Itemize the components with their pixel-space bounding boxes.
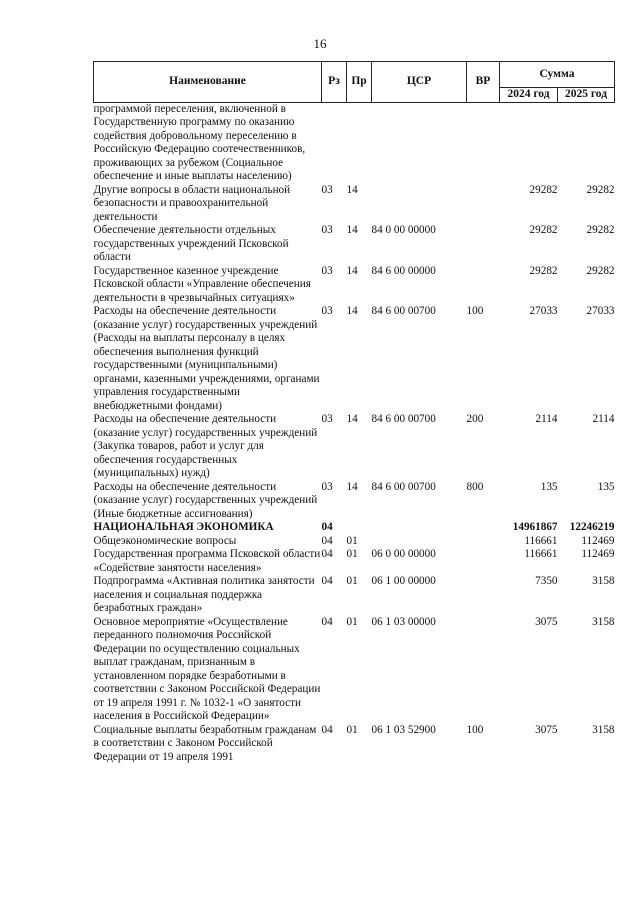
cell-sum-2024: 29282 (529, 183, 558, 196)
cell-vr: 200 (466, 413, 484, 425)
cell-sum-2024: 3075 (535, 723, 558, 736)
cell-rz: 03 (321, 480, 333, 493)
cell-vr: 100 (466, 305, 484, 317)
cell-rz: 03 (321, 413, 333, 425)
cell-pr (347, 521, 372, 535)
header-name: Наименование (94, 62, 322, 103)
cell-csr: 06 1 03 52900 (371, 723, 436, 736)
table-row (94, 548, 615, 575)
table-row (94, 535, 615, 549)
cell-pr: 01 (346, 615, 358, 628)
cell-vr (467, 575, 500, 616)
table-row (94, 413, 615, 481)
cell-vr (467, 535, 500, 549)
cell-rz: 03 (321, 264, 333, 277)
cell-sum-2024: 14961867 (512, 521, 558, 533)
cell-name: Расходы на обеспечение деятельности (оказание услуг) государственных учреждений (Закупка товаров, работ и услуг для обеспечения государственных (муниципальных) нужд) (93, 413, 318, 479)
header-vr: ВР (467, 62, 500, 103)
table-row (94, 224, 615, 265)
cell-sum-2024: 29282 (529, 224, 558, 236)
cell-csr (372, 102, 467, 184)
table-row (94, 305, 615, 413)
cell-sum-2024: 135 (540, 480, 558, 493)
header-csr: ЦСР (372, 62, 467, 103)
cell-pr: 01 (346, 575, 358, 587)
cell-name: Обеспечение деятельности отдельных государственных учреждений Псковской области (93, 224, 289, 263)
table-row (94, 521, 615, 535)
cell-rz: 04 (321, 723, 333, 736)
cell-csr: 84 6 00 00700 (371, 480, 436, 493)
cell-sum-2025: 3158 (592, 615, 615, 628)
cell-vr (467, 521, 500, 535)
cell-sum-2025: 135 (597, 480, 615, 493)
cell-csr (372, 521, 467, 535)
cell-pr: 01 (346, 534, 358, 547)
cell-sum-2024: 27033 (529, 305, 558, 317)
cell-rz: 03 (321, 305, 333, 317)
cell-rz: 04 (321, 548, 333, 560)
table-header (94, 62, 615, 103)
cell-vr (467, 184, 500, 225)
cell-vr (467, 616, 500, 724)
cell-name: Общеэкономические вопросы (93, 534, 237, 547)
cell-csr (372, 184, 467, 225)
cell-csr: 84 0 00 00000 (371, 224, 436, 236)
cell-sum-2025: 29282 (586, 224, 615, 236)
cell-sum-2024: 3075 (535, 615, 558, 628)
header-sum: Сумма (500, 62, 615, 88)
cell-rz: 04 (321, 575, 333, 587)
cell-name: Другие вопросы в области национальной безопасности и правоохранительной деятельности (93, 183, 291, 223)
cell-rz: 03 (321, 224, 333, 236)
cell-sum-2024: 116661 (524, 548, 558, 560)
cell-sum-2025: 29282 (586, 264, 615, 277)
cell-rz: 04 (321, 521, 333, 533)
cell-csr: 84 6 00 00700 (371, 413, 436, 425)
cell-pr: 01 (346, 723, 358, 736)
cell-name: Социальные выплаты безработным гражданам в соответствии с Законом Российской Федерации от 19 апреля 1991 (93, 723, 317, 763)
cell-name: НАЦИОНАЛЬНАЯ ЭКОНОМИКА (93, 521, 274, 533)
cell-sum-2024: 2114 (535, 413, 558, 425)
cell-rz: 04 (321, 534, 333, 547)
cell-pr: 14 (346, 413, 358, 425)
cell-sum-2025: 29282 (586, 183, 615, 196)
header-year-2025: 2025 год (558, 88, 615, 103)
cell-sum-2024 (500, 102, 558, 184)
cell-vr: 800 (466, 480, 484, 493)
cell-sum-2025: 2114 (592, 413, 615, 425)
cell-pr: 14 (346, 264, 358, 277)
cell-name: Государственное казенное учреждение Псковской области «Управление обеспечения деятельности в чрезвычайных ситуациях» (93, 264, 311, 304)
cell-sum-2025: 27033 (586, 305, 615, 317)
cell-csr: 06 1 00 00000 (371, 575, 436, 587)
cell-csr: 06 1 03 00000 (371, 615, 436, 628)
page-number: 16 (313, 36, 327, 51)
cell-name: Подпрограмма «Активная политика занятости населения и социальная поддержка безработных граждан» (93, 575, 315, 614)
cell-vr: 100 (466, 723, 484, 736)
cell-name: Расходы на обеспечение деятельности (оказание услуг) государственных учреждений (Иные бюджетные ассигнования) (93, 480, 318, 520)
cell-csr: 06 0 00 00000 (371, 548, 436, 560)
table-row (94, 102, 615, 184)
budget-table (93, 61, 615, 764)
cell-vr (467, 102, 500, 184)
cell-csr: 84 6 00 00000 (371, 264, 436, 277)
cell-sum-2024: 116661 (524, 534, 558, 547)
cell-sum-2025: 12246219 (569, 521, 615, 533)
cell-rz: 04 (321, 615, 333, 628)
table-row (94, 481, 615, 522)
cell-sum-2025: 112469 (581, 548, 615, 560)
cell-sum-2025 (558, 102, 615, 184)
table-row (94, 265, 615, 306)
cell-csr: 84 6 00 00700 (371, 305, 436, 317)
cell-rz (322, 102, 347, 184)
cell-rz: 03 (321, 183, 333, 196)
cell-vr (467, 224, 500, 265)
header-year-2024: 2024 год (500, 88, 558, 103)
header-pr: Пр (347, 62, 372, 103)
cell-name: Государственная программа Псковской области «Содействие занятости населения» (93, 548, 321, 574)
cell-sum-2025: 3158 (592, 575, 615, 587)
table-row (94, 724, 615, 765)
table-row (94, 575, 615, 616)
cell-pr (347, 102, 372, 184)
cell-sum-2025: 3158 (592, 723, 615, 736)
header-rz: Рз (322, 62, 347, 103)
table-row (94, 616, 615, 724)
table-row (94, 184, 615, 225)
cell-sum-2024: 7350 (535, 575, 558, 587)
cell-vr (467, 548, 500, 575)
table-body (94, 102, 615, 764)
cell-sum-2025: 112469 (581, 534, 615, 547)
cell-vr (467, 265, 500, 306)
cell-csr (372, 535, 467, 549)
cell-pr: 14 (346, 305, 358, 317)
cell-pr: 01 (346, 548, 358, 560)
cell-name: Расходы на обеспечение деятельности (оказание услуг) государственных учреждений (Расходы на выплаты персоналу в целях обеспечения выполнения функций государственными (муниципальными) органами, казенными учреждениями, органами управления государственными внебюджетными фондами) (93, 305, 320, 412)
cell-sum-2024: 29282 (529, 264, 558, 277)
cell-pr: 14 (346, 224, 358, 236)
cell-pr: 14 (346, 480, 358, 493)
cell-name: программой переселения, включенной в Государственную программу по оказанию содействия добровольному переселению в Российскую Федерацию соотечественников, проживающих за рубежом (Социальное обеспечение и иные выплаты населению) (93, 102, 306, 182)
cell-pr: 14 (346, 183, 358, 196)
cell-name: Основное мероприятие «Осуществление переданного полномочия Российской Федерации по осуществлению социальных выплат гражданам, признанным в установленном порядке безработными в соответствии с Законом Российской Федерации от 19 апреля 1991 г. № 1032-1 «О занятости населения в Российской Федерации» (93, 615, 321, 722)
